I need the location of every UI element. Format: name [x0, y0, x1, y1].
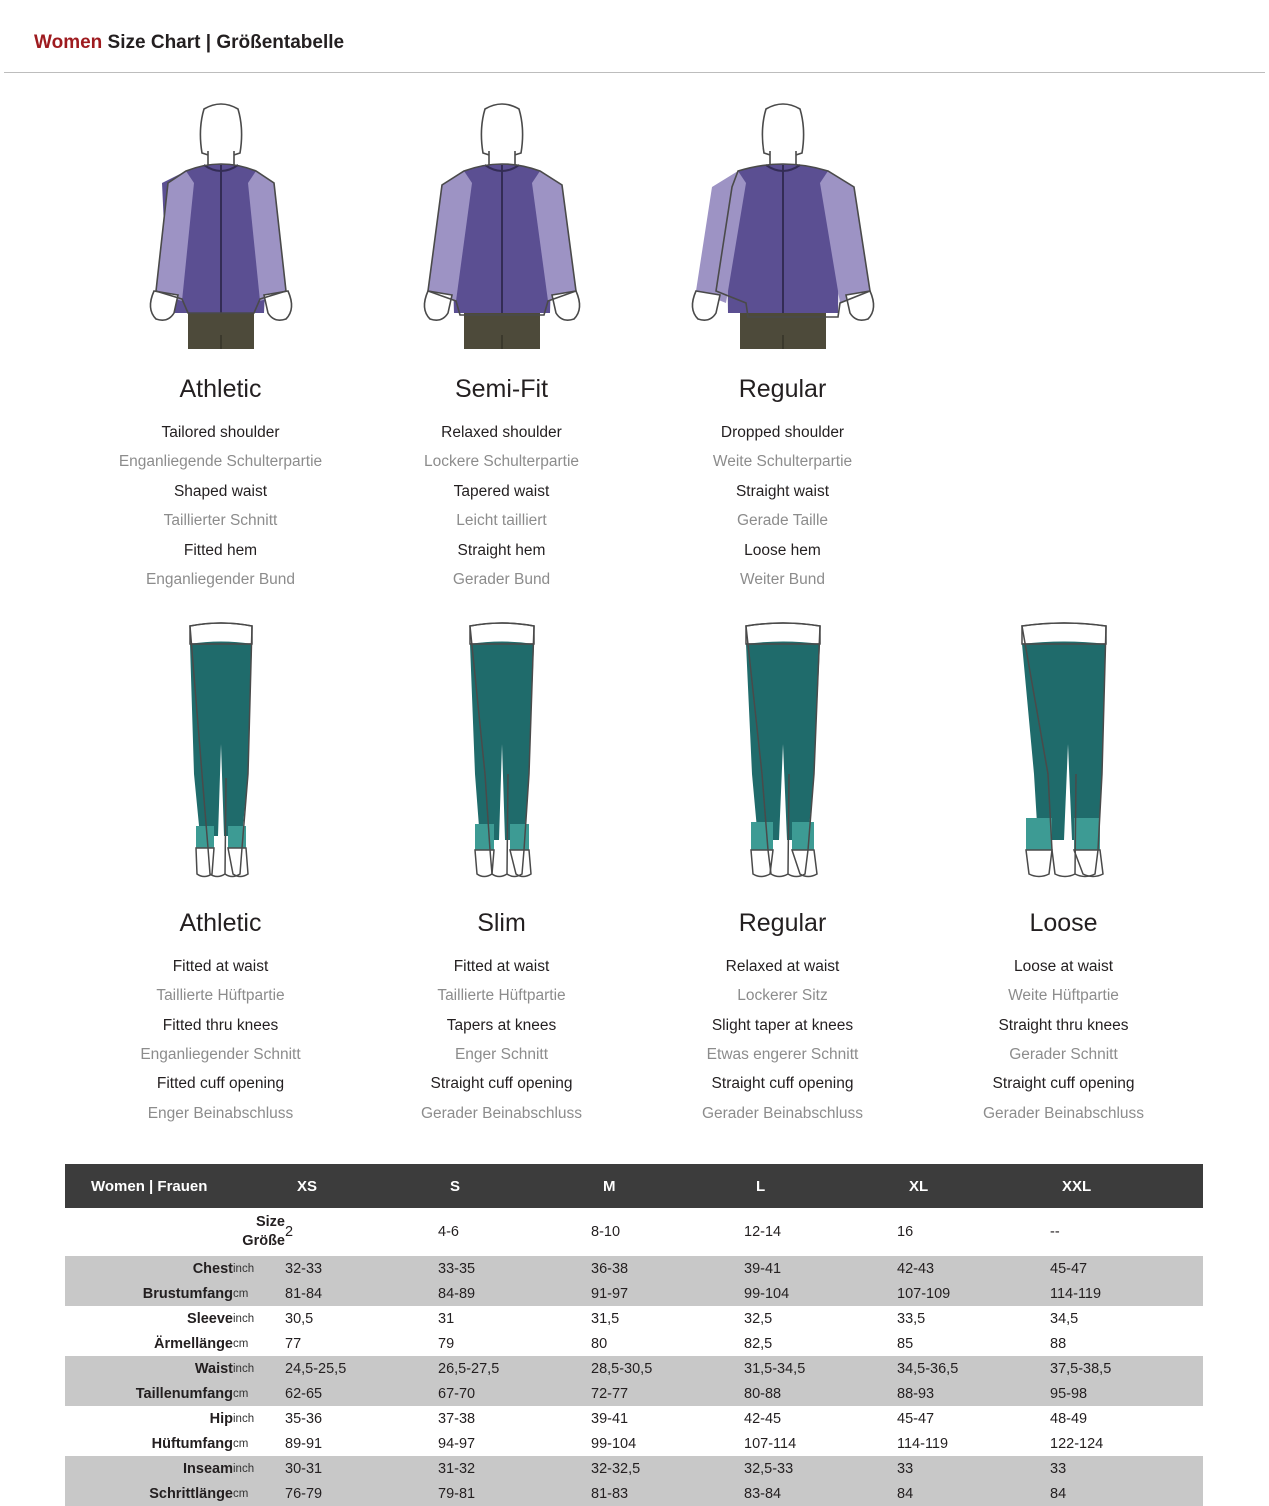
brand-label: Women [34, 32, 103, 53]
cell-hip-cm-xxl: 122-124 [1050, 1431, 1203, 1456]
row-label-hip-en: Hip [65, 1406, 233, 1431]
fit-name: Regular [738, 375, 827, 403]
unit-inch: inch [233, 1456, 285, 1481]
fit-line-de: Gerader Bund [452, 571, 551, 589]
fit-name: Slim [477, 908, 526, 937]
fit-card-athletic-top [80, 99, 361, 595]
unit-cm: cm [233, 1381, 285, 1406]
fit-line-de: Enger Schnitt [454, 1045, 549, 1063]
cell-waist-cm-s: 67-70 [438, 1381, 591, 1406]
row-label-size-en: Size [255, 1213, 285, 1230]
cell-inseam-cm-xxl: 84 [1050, 1481, 1203, 1506]
fit-line-de: Gerader Beinabschluss [701, 1104, 864, 1122]
cell-chest-inch-xs: 32-33 [285, 1256, 438, 1281]
cell-size-m: 8-10 [591, 1208, 744, 1256]
unit-cm: cm [233, 1331, 285, 1356]
table-row-inseam-inch [65, 1456, 1203, 1481]
cell-hip-cm-xs: 89-91 [285, 1431, 438, 1456]
unit-cm: cm [233, 1481, 285, 1506]
col-header-xs: XS [285, 1164, 438, 1208]
cell-waist-inch-l: 31,5-34,5 [744, 1356, 897, 1381]
cell-chest-inch-m: 36-38 [591, 1256, 744, 1281]
fit-line-de: Taillierte Hüftpartie [156, 987, 285, 1005]
fit-line-en: Fitted hem [183, 541, 258, 559]
unit-inch: inch [233, 1256, 285, 1281]
fit-line-en: Dropped shoulder [720, 424, 845, 441]
cell-hip-inch-xl: 45-47 [897, 1406, 1050, 1431]
cell-sleeve-inch-m: 31,5 [591, 1306, 744, 1331]
fit-line-en: Straight hem [457, 541, 546, 559]
cell-waist-inch-xs: 24,5-25,5 [285, 1356, 438, 1381]
cell-hip-inch-s: 37-38 [438, 1406, 591, 1431]
fit-name: Semi-Fit [454, 375, 549, 403]
fit-card-regular-bottom [642, 613, 923, 1129]
fit-line-en: Fitted cuff opening [156, 1075, 285, 1093]
fit-card-semifit-top [361, 99, 642, 595]
cell-sleeve-cm-xl: 85 [897, 1331, 1050, 1356]
cell-hip-cm-s: 94-97 [438, 1431, 591, 1456]
cell-sleeve-cm-m: 80 [591, 1331, 744, 1356]
table-row-waist-inch [65, 1356, 1203, 1381]
fit-card-regular-top [642, 99, 923, 595]
cell-size-l: 12-14 [744, 1208, 897, 1256]
cell-hip-inch-m: 39-41 [591, 1406, 744, 1431]
fit-line-en: Tailored shoulder [161, 424, 280, 441]
page-title: Size Chart | Größentabelle [102, 32, 345, 53]
bottom-fits-section [0, 613, 1269, 1129]
fit-line-en: Loose hem [744, 541, 821, 559]
fit-line-en: Straight cuff opening [992, 1075, 1135, 1093]
cell-inseam-cm-s: 79-81 [438, 1481, 591, 1506]
cell-size-xxl: -- [1050, 1208, 1203, 1256]
fit-line-en: Straight cuff opening [430, 1075, 573, 1093]
fit-line-de: Enganliegender Bund [145, 571, 296, 589]
cell-chest-cm-xxl: 114-119 [1050, 1281, 1203, 1306]
row-label-size-de: Größe [242, 1233, 285, 1250]
cell-chest-cm-m: 91-97 [591, 1281, 744, 1306]
fit-line-de: Weiter Bund [739, 571, 825, 589]
row-label-waist-en: Waist [65, 1356, 233, 1381]
pants-athletic-illustration [80, 613, 361, 883]
fit-card-athletic-bottom [80, 613, 361, 1129]
fit-line-en: Straight waist [735, 482, 830, 500]
cell-inseam-inch-xxl: 33 [1050, 1456, 1203, 1481]
cell-sleeve-inch-xs: 30,5 [285, 1306, 438, 1331]
fit-line-de: Lockere Schulterpartie [423, 453, 580, 471]
table-row-sleeve-cm [65, 1331, 1203, 1356]
table-header-row [65, 1164, 1203, 1208]
row-label-chest-en: Chest [65, 1256, 233, 1281]
cell-sleeve-cm-s: 79 [438, 1331, 591, 1356]
unit-cm: cm [233, 1281, 285, 1306]
cell-inseam-cm-xs: 76-79 [285, 1481, 438, 1506]
fit-line-en: Straight thru knees [998, 1016, 1129, 1034]
fit-line-de: Etwas engerer Schnitt [706, 1045, 859, 1063]
table-row-size [65, 1208, 1203, 1256]
table-row-chest-inch [65, 1256, 1203, 1281]
fit-line-de: Leicht tailliert [456, 512, 547, 530]
cell-hip-inch-xxl: 48-49 [1050, 1406, 1203, 1431]
cell-sleeve-inch-l: 32,5 [744, 1306, 897, 1331]
cell-sleeve-cm-l: 82,5 [744, 1331, 897, 1356]
cell-waist-cm-l: 80-88 [744, 1381, 897, 1406]
row-label-chest-de: Brustumfang [65, 1281, 233, 1306]
fit-line-en: Straight cuff opening [711, 1075, 854, 1093]
cell-waist-cm-m: 72-77 [591, 1381, 744, 1406]
fit-name: Regular [738, 908, 827, 937]
cell-waist-cm-xl: 88-93 [897, 1381, 1050, 1406]
fit-line-de: Enger Beinabschluss [147, 1104, 294, 1122]
cell-sleeve-inch-xl: 33,5 [897, 1306, 1050, 1331]
cell-chest-cm-s: 84-89 [438, 1281, 591, 1306]
fit-line-en: Relaxed at waist [725, 957, 840, 975]
fit-name: Athletic [179, 375, 262, 403]
fit-line-en: Shaped waist [173, 482, 268, 500]
col-header-l: L [744, 1164, 897, 1208]
row-label-size [65, 1208, 285, 1256]
col-header-s: S [438, 1164, 591, 1208]
cell-size-s: 4-6 [438, 1208, 591, 1256]
cell-waist-cm-xs: 62-65 [285, 1381, 438, 1406]
fit-line-de: Gerader Beinabschluss [982, 1104, 1145, 1122]
fit-line-en: Slight taper at knees [711, 1016, 854, 1034]
fit-line-en: Fitted at waist [453, 957, 550, 975]
fit-line-de: Enganliegender Schnitt [140, 1045, 301, 1063]
cell-sleeve-inch-xxl: 34,5 [1050, 1306, 1203, 1331]
pants-loose-illustration [923, 613, 1204, 883]
unit-cm: cm [233, 1431, 285, 1456]
row-label-inseam-de: Schrittlänge [65, 1481, 233, 1506]
cell-chest-cm-xl: 107-109 [897, 1281, 1050, 1306]
fit-line-de: Gerader Schnitt [1009, 1045, 1118, 1063]
table-row-hip-inch [65, 1406, 1203, 1431]
pants-regular-illustration [642, 613, 923, 883]
size-table [65, 1164, 1203, 1506]
jacket-athletic-illustration [80, 99, 361, 349]
jacket-semifit-illustration [361, 99, 642, 349]
unit-inch: inch [233, 1406, 285, 1431]
cell-inseam-inch-l: 32,5-33 [744, 1456, 897, 1481]
cell-inseam-cm-m: 81-83 [591, 1481, 744, 1506]
table-corner-label: Women | Frauen [65, 1164, 285, 1208]
fit-line-en: Fitted thru knees [162, 1016, 279, 1034]
cell-sleeve-inch-s: 31 [438, 1306, 591, 1331]
cell-sleeve-cm-xs: 77 [285, 1331, 438, 1356]
fit-card-top-placeholder [923, 99, 1204, 595]
row-label-sleeve-en: Sleeve [65, 1306, 233, 1331]
cell-inseam-cm-xl: 84 [897, 1481, 1050, 1506]
fit-line-de: Weite Schulterpartie [712, 453, 853, 471]
fit-line-de: Lockerer Sitz [737, 987, 828, 1005]
cell-waist-inch-m: 28,5-30,5 [591, 1356, 744, 1381]
cell-chest-cm-l: 99-104 [744, 1281, 897, 1306]
cell-size-xs: 2 [285, 1208, 438, 1256]
cell-chest-cm-xs: 81-84 [285, 1281, 438, 1306]
col-header-m: M [591, 1164, 744, 1208]
top-fits-section [0, 99, 1269, 595]
page-header [4, 0, 1265, 73]
row-label-sleeve-de: Ärmellänge [65, 1331, 233, 1356]
cell-waist-inch-s: 26,5-27,5 [438, 1356, 591, 1381]
fit-line-de: Enganliegende Schulterpartie [118, 453, 323, 471]
fit-name: Athletic [179, 908, 262, 937]
pants-slim-illustration [361, 613, 642, 883]
table-row-chest-cm [65, 1281, 1203, 1306]
cell-chest-inch-xxl: 45-47 [1050, 1256, 1203, 1281]
row-label-waist-de: Taillenumfang [65, 1381, 233, 1406]
col-header-xxl: XXL [1050, 1164, 1203, 1208]
cell-chest-inch-xl: 42-43 [897, 1256, 1050, 1281]
cell-hip-cm-l: 107-114 [744, 1431, 897, 1456]
fit-card-slim-bottom [361, 613, 642, 1129]
fit-line-de: Weite Hüftpartie [1008, 987, 1119, 1005]
row-label-inseam-en: Inseam [65, 1456, 233, 1481]
fit-line-de: Taillierter Schnitt [163, 512, 278, 530]
cell-inseam-inch-m: 32-32,5 [591, 1456, 744, 1481]
cell-hip-inch-l: 42-45 [744, 1406, 897, 1431]
cell-chest-inch-s: 33-35 [438, 1256, 591, 1281]
cell-hip-cm-xl: 114-119 [897, 1431, 1050, 1456]
table-row-sleeve-inch [65, 1306, 1203, 1331]
cell-inseam-inch-xl: 33 [897, 1456, 1050, 1481]
cell-hip-inch-xs: 35-36 [285, 1406, 438, 1431]
row-label-hip-de: Hüftumfang [65, 1431, 233, 1456]
fit-line-en: Tapered waist [453, 482, 550, 500]
table-row-inseam-cm [65, 1481, 1203, 1506]
cell-inseam-inch-s: 31-32 [438, 1456, 591, 1481]
fit-name: Loose [1029, 908, 1098, 937]
cell-sleeve-cm-xxl: 88 [1050, 1331, 1203, 1356]
size-table-wrapper [65, 1164, 1204, 1506]
cell-waist-cm-xxl: 95-98 [1050, 1381, 1203, 1406]
col-header-xl: XL [897, 1164, 1050, 1208]
unit-inch: inch [233, 1356, 285, 1381]
fit-line-de: Taillierte Hüftpartie [437, 987, 566, 1005]
fit-line-en: Loose at waist [1013, 957, 1114, 975]
table-row-waist-cm [65, 1381, 1203, 1406]
fit-line-en: Relaxed shoulder [441, 424, 562, 441]
cell-waist-inch-xl: 34,5-36,5 [897, 1356, 1050, 1381]
cell-hip-cm-m: 99-104 [591, 1431, 744, 1456]
cell-chest-inch-l: 39-41 [744, 1256, 897, 1281]
fit-line-de: Gerade Taille [736, 512, 829, 530]
unit-inch: inch [233, 1306, 285, 1331]
cell-size-xl: 16 [897, 1208, 1050, 1256]
fit-line-de: Gerader Beinabschluss [420, 1104, 583, 1122]
fit-card-loose-bottom [923, 613, 1204, 1129]
fit-line-en: Fitted at waist [172, 957, 269, 975]
cell-inseam-cm-l: 83-84 [744, 1481, 897, 1506]
fit-line-en: Tapers at knees [446, 1016, 557, 1034]
cell-waist-inch-xxl: 37,5-38,5 [1050, 1356, 1203, 1381]
cell-inseam-inch-xs: 30-31 [285, 1456, 438, 1481]
table-row-hip-cm [65, 1431, 1203, 1456]
jacket-regular-illustration [642, 99, 923, 349]
